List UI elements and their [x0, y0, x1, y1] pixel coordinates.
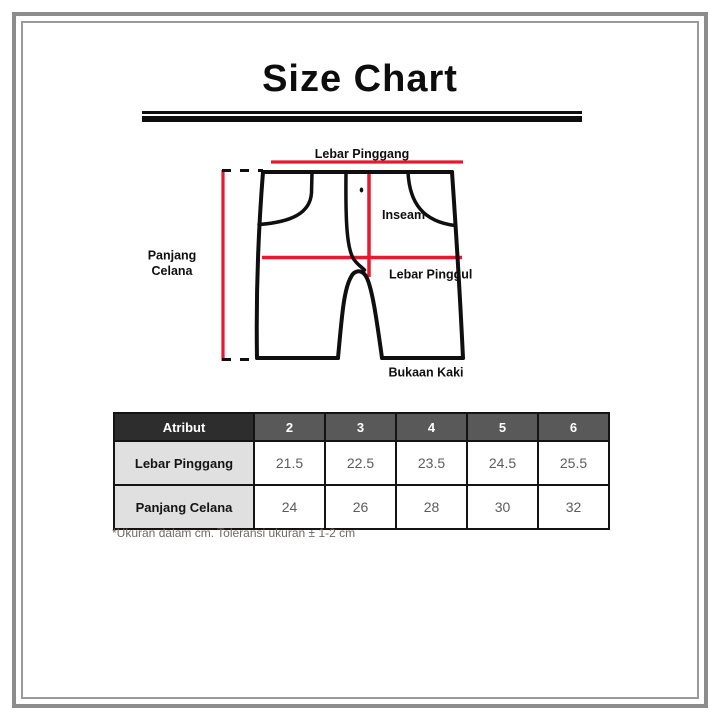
waist-value-size-4: 23.5: [396, 441, 467, 485]
divider-thin-line: [142, 111, 582, 114]
page-title: Size Chart: [262, 58, 458, 100]
length-value-size-6: 32: [538, 485, 609, 529]
size-table: [113, 412, 610, 530]
row-label-length: Panjang Celana: [114, 485, 254, 529]
shorts-measurement-diagram: [120, 140, 490, 385]
table-row-waist: [114, 441, 609, 485]
length-value-size-3: 26: [325, 485, 396, 529]
shorts-left-edge: [257, 172, 263, 358]
table-header-atribut: Atribut: [114, 413, 254, 441]
waist-value-size-3: 22.5: [325, 441, 396, 485]
title-divider: [142, 111, 582, 122]
table-row-length: [114, 485, 609, 529]
pant-length-label-line1: Panjang: [147, 248, 197, 263]
inseam-label: Inseam: [382, 208, 426, 222]
leg-opening-label: Bukaan Kaki: [388, 365, 464, 380]
shorts-fly-line: [346, 172, 365, 270]
table-header-size-3: 3: [325, 413, 396, 441]
waist-width-label: Lebar Pinggang: [314, 147, 410, 161]
table-header-size-4: 4: [396, 413, 467, 441]
size-note: *Ukuran dalam cm. Toleransi ukuran ± 1-2 cm: [112, 526, 356, 540]
shorts-button-dot: [360, 188, 364, 193]
shorts-inner-legs: [338, 271, 382, 358]
waist-value-size-6: 25.5: [538, 441, 609, 485]
shorts-right-edge: [452, 172, 463, 358]
length-value-size-5: 30: [467, 485, 538, 529]
table-header-size-6: 6: [538, 413, 609, 441]
table-header-row: [114, 413, 609, 441]
hip-width-label: Lebar Pinggul: [389, 267, 473, 282]
length-value-size-2: 24: [254, 485, 325, 529]
waist-value-size-2: 21.5: [254, 441, 325, 485]
pant-length-label-line2: Celana: [151, 264, 193, 278]
divider-thick-line: [142, 116, 582, 122]
table-header-size-2: 2: [254, 413, 325, 441]
shorts-drawing: [257, 172, 463, 358]
length-value-size-4: 28: [396, 485, 467, 529]
waist-value-size-5: 24.5: [467, 441, 538, 485]
shorts-left-pocket: [259, 172, 312, 225]
row-label-waist: Lebar Pinggang: [114, 441, 254, 485]
table-header-size-5: 5: [467, 413, 538, 441]
